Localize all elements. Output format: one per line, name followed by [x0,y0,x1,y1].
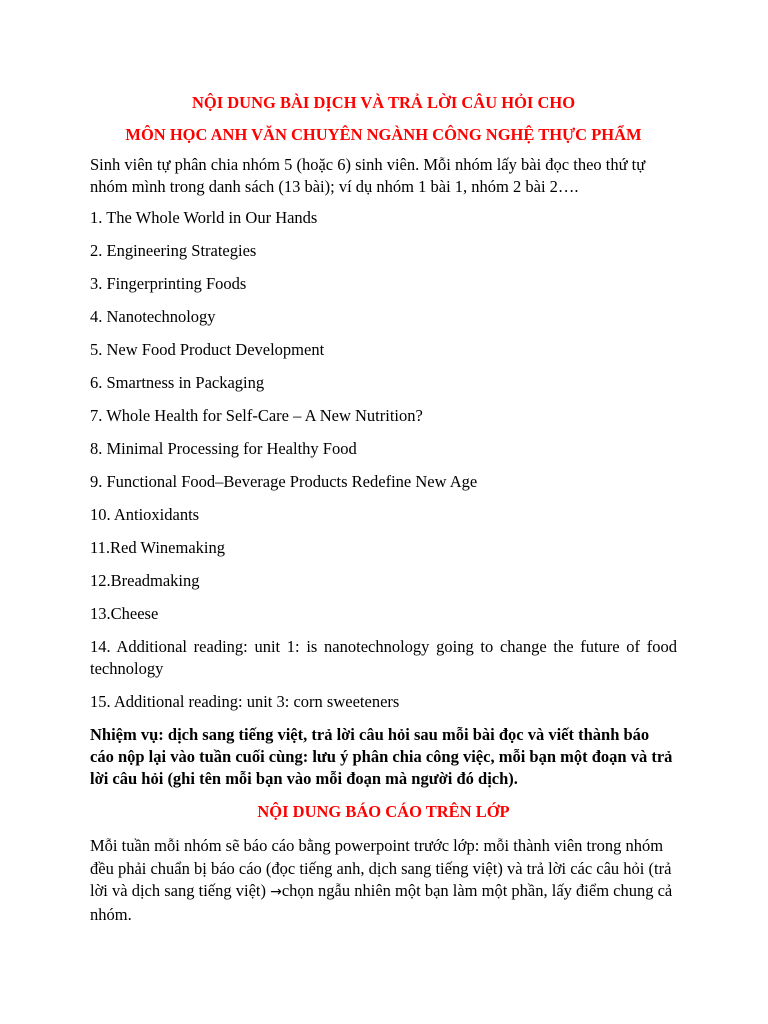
arrow-right-icon: → [270,884,282,900]
list-item: 6. Smartness in Packaging [90,373,265,392]
list-item: 13.Cheese [90,604,159,623]
list-item: 10. Antioxidants [90,505,200,524]
section-title: NỘI DUNG BÁO CÁO TRÊN LỚP [257,802,510,821]
list-item: 12.Breadmaking [90,571,200,590]
intro-paragraph: Sinh viên tự phân chia nhóm 5 (hoặc 6) sinh viên. Mỗi nhóm lấy bài đọc theo thứ tự nhóm mình trong danh sách (13 bài); ví dụ nhóm 1 bài 1, nhóm 2 bài 2…. [90,155,646,196]
list-item: 7. Whole Health for Self-Care – A New Nutrition? [90,406,423,425]
task-paragraph: Nhiệm vụ: dịch sang tiếng việt, trả lời câu hỏi sau mỗi bài đọc và viết thành báo cáo nộp lại vào tuần cuối cùng: lưu ý phân chia công việc, mỗi bạn một đoạn và trả lời câu hỏi (ghi tên mỗi bạn vào mỗi đoạn mà người đó dịch). [90,725,673,788]
list-item: 15. Additional reading: unit 3: corn sweeteners [90,692,400,711]
list-item: 4. Nanotechnology [90,307,216,326]
list-item: 9. Functional Food–Beverage Products Redefine New Age [90,472,478,491]
list-item: 5. New Food Product Development [90,340,325,359]
list-item: 1. The Whole World in Our Hands [90,208,318,227]
report-paragraph [90,835,677,926]
list-item: 8. Minimal Processing for Healthy Food [90,439,357,458]
report-text-before: Mỗi tuần mỗi nhóm sẽ báo cáo bằng powerpoint trước lớp: mỗi thành viên trong nhóm đều phải chuẩn bị báo cáo (đọc tiếng anh, dịch sang tiếng việt) và trả lời các câu hỏi (trả lời và dịch sang tiếng việt) [90,836,672,900]
reading-list [90,207,677,713]
document-title-line1: NỘI DUNG BÀI DỊCH VÀ TRẢ LỜI CÂU HỎI CHO [191,93,576,112]
report-text-after: chọn ngẫu nhiên một bạn làm một phần, lấy điểm chung cả nhóm. [90,881,673,924]
document-title-line2: MÔN HỌC ANH VĂN CHUYÊN NGÀNH CÔNG NGHỆ THỰC PHẨM [125,125,642,144]
list-item: 14. Additional reading: unit 1: is nanotechnology going to change the future of food technology [90,637,677,678]
list-item: 2. Engineering Strategies [90,241,257,260]
list-item: 11.Red Winemaking [90,538,225,557]
list-item: 3. Fingerprinting Foods [90,274,247,293]
document-page [90,92,677,926]
